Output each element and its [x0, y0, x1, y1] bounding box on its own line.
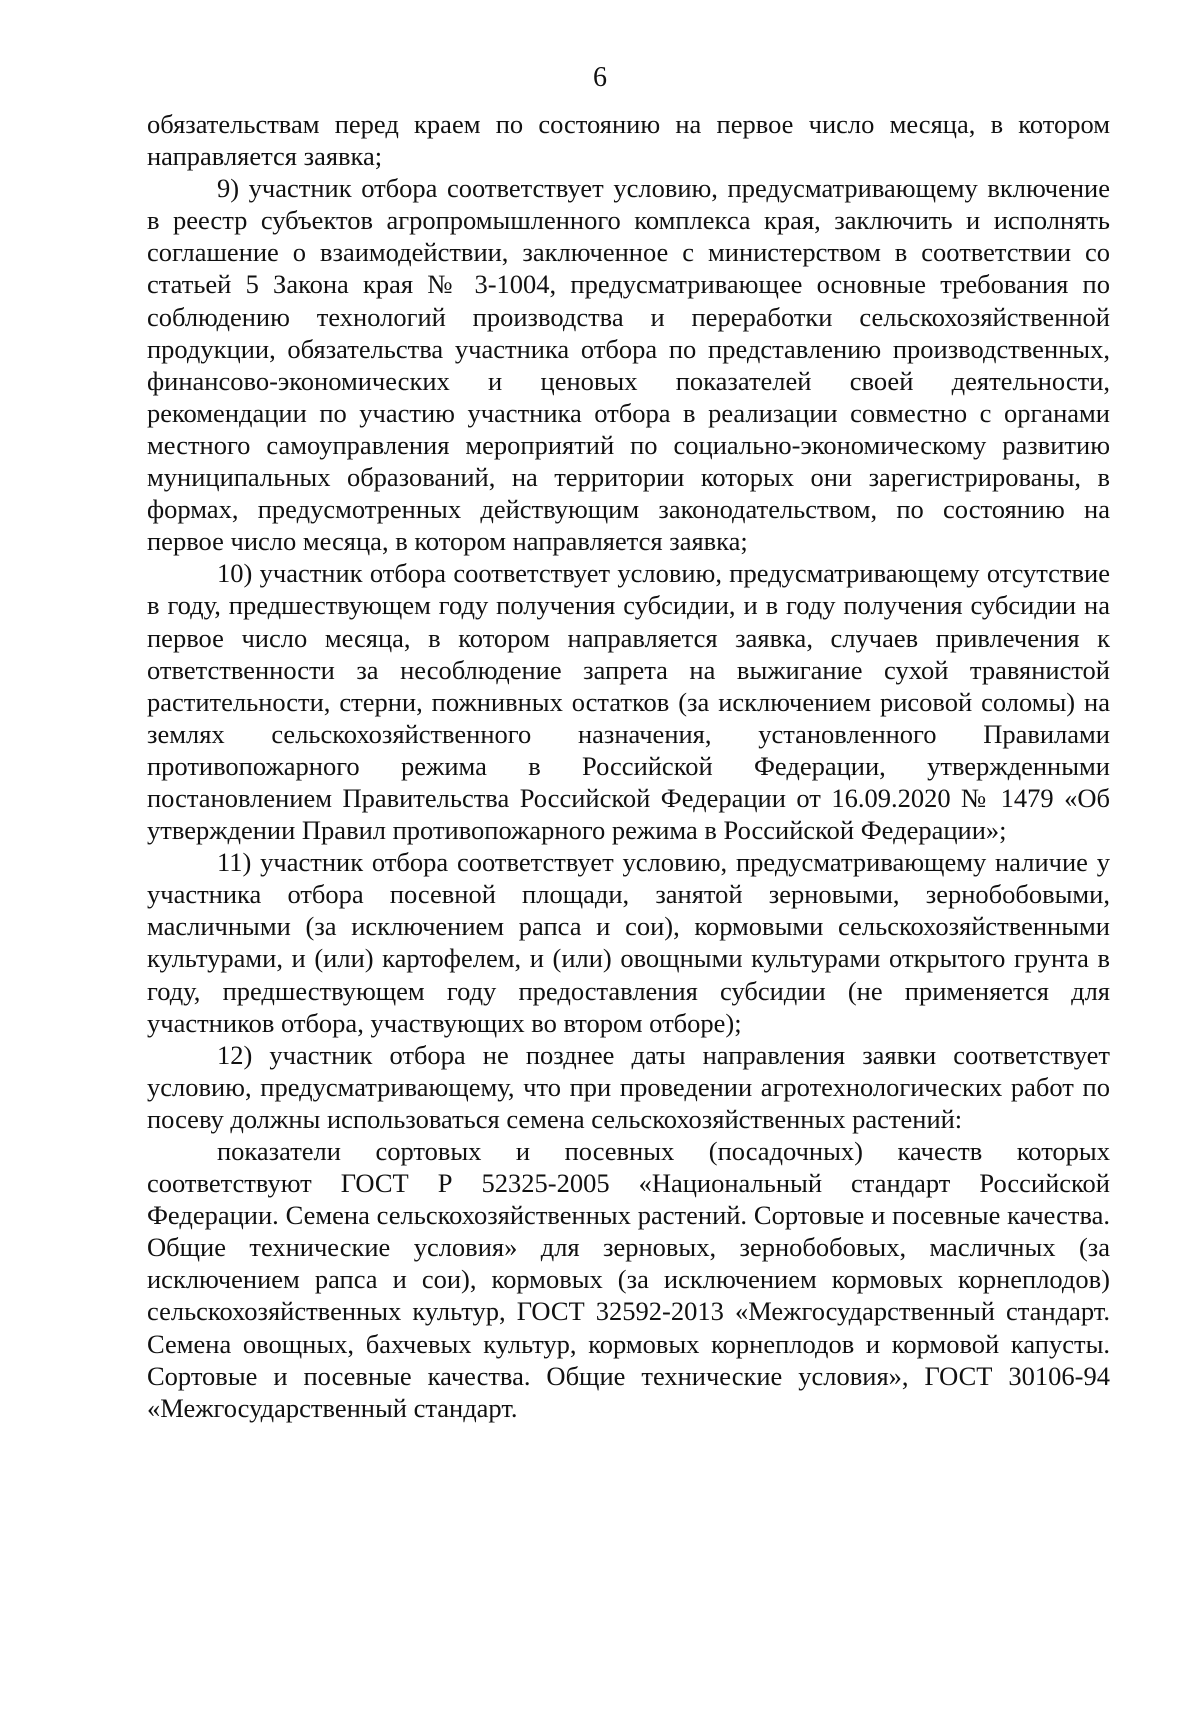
paragraph-item-11: 11) участник отбора соответствует условию, предусматривающему наличие у участника отбора посевной площади, занятой зерновыми, зернобобовыми, масличными (за исключением рапса и сои), кормовыми сельскохозяйственными культурами, и (или) картофелем, и (или) овощными культурами открытого грунта в году, предшествующем году предоставления субсидии (не применяется для участников отбора, участвующих во втором отборе);: [147, 847, 1110, 1038]
paragraph-item-9: 9) участник отбора соответствует условию, предусматривающему включение в реестр субъектов агропромышленного комплекса края, заключить и исполнять соглашение о взаимодействии, заключенное с министерством в соответствии со статьей 5 Закона края № 3-1004, предусматривающее основные требования по соблюдению технологий производства и переработки сельскохозяйственной продукции, обязательства участника отбора по представлению производственных, финансово-экономических и ценовых показателей своей деятельности, рекомендации по участию участника отбора в реализации совместно с органами местного самоуправления мероприятий по социально-экономическому развитию муниципальных образований, на территории которых они зарегистрированы, в формах, предусмотренных действующим законодательством, по состоянию на первое число месяца, в котором направляется заявка;: [147, 173, 1110, 557]
paragraph-item-10: 10) участник отбора соответствует условию, предусматривающему отсутствие в году, предшествующем году получения субсидии, и в году получения субсидии на первое число месяца, в котором направляется заявка, случаев привлечения к ответственности за несоблюдение запрета на выжигание сухой травянистой растительности, стерни, пожнивных остатков (за исключением рисовой соломы) на землях сельскохозяйственного назначения, установленного Правилами противопожарного режима в Российской Федерации, утвержденными постановлением Правительства Российской Федерации от 16.09.2020 № 1479 «Об утверждении Правил противопожарного режима в Российской Федерации»;: [147, 558, 1110, 846]
paragraph-seed-quality: показатели сортовых и посевных (посадочных) качеств которых соответствуют ГОСТ Р 52325-2005 «Национальный стандарт Российской Федерации. Семена сельскохозяйственных растений. Сортовые и посевные качества. Общие технические условия» для зерновых, зернобобовых, масличных (за исключением рапса и сои), кормовых (за исключением кормовых корнеплодов) сельскохозяйственных культур, ГОСТ 32592-2013 «Межгосударственный стандарт. Семена овощных, бахчевых культур, кормовых корнеплодов и кормовой капусты. Сортовые и посевные качества. Общие технические условия», ГОСТ 30106-94 «Межгосударственный стандарт.: [147, 1136, 1110, 1423]
page-number: 6: [593, 62, 607, 93]
paragraph-continuation: обязательствам перед краем по состоянию на первое число месяца, в котором направляется заявка;: [147, 109, 1110, 172]
document-body: [147, 108, 1110, 1424]
paragraph-item-12: 12) участник отбора не позднее даты направления заявки соответствует условию, предусматривающему, что при проведении агротехнологических работ по посеву должны использоваться семена сельскохозяйственных растений:: [147, 1039, 1110, 1134]
